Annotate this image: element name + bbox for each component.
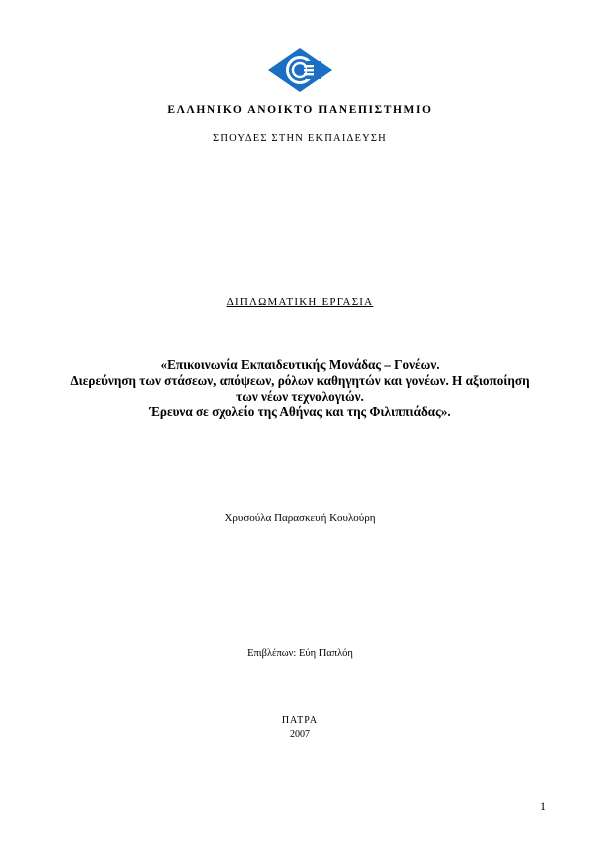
thesis-title-line: Έρευνα σε σχολείο της Αθήνας και της Φιλιππιάδας». (149, 404, 451, 420)
author-name: Χρυσούλα Παρασκευή Κουλούρη (224, 512, 376, 524)
thesis-title-line: Διερεύνηση των στάσεων, απόψεων, ρόλων καθηγητών και γονέων. Η αξιοποίηση (70, 372, 530, 388)
thesis-title-line: «Επικοινωνία Εκπαιδευτικής Μονάδας – Γονέων. (160, 357, 440, 372)
thesis-title (30, 357, 570, 420)
supervisor-name: Επιβλέπων: Εύη Παπλόη (247, 648, 353, 659)
studies-program: ΣΠΟΥΔΕΣ ΣΤΗΝ ΕΚΠΑΙΔΕΥΣΗ (213, 133, 387, 144)
thesis-type-heading: ΔΙΠΛΩΜΑΤΙΚΗ ΕΡΓΑΣΙΑ (226, 296, 374, 308)
page-number: 1 (540, 799, 546, 813)
thesis-title-line: των νέων τεχνολογιών. (236, 388, 364, 404)
year: 2007 (290, 729, 310, 740)
university-logo-icon (268, 48, 332, 92)
university-name: ΕΛΛΗΝΙΚΟ ΑΝΟΙΚΤΟ ΠΑΝΕΠΙΣΤΗΜΙΟ (167, 104, 433, 116)
city-name: ΠΑΤΡΑ (281, 715, 319, 726)
